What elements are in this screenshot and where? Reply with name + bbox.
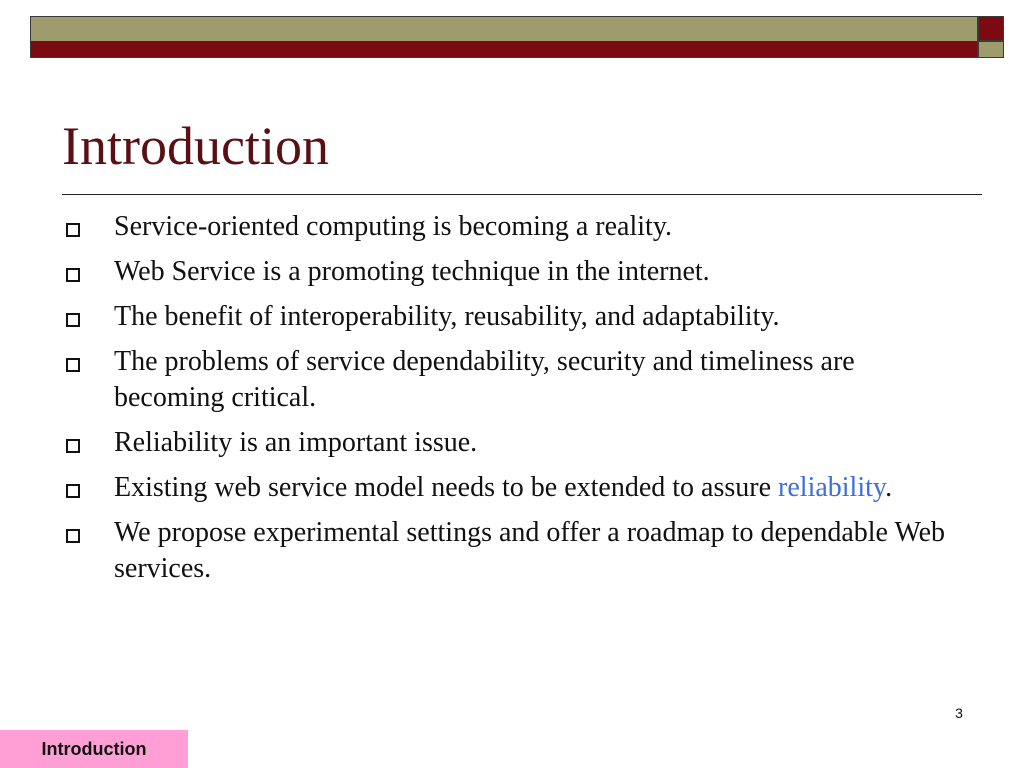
header-corner-square-maroon (978, 16, 1004, 41)
bullet-text: Service-oriented computing is becoming a reality. (114, 211, 673, 242)
header-band-olive (31, 17, 977, 41)
bullet-text: The benefit of interoperability, reusability, and adaptability. (114, 301, 780, 332)
hollow-square-bullet-icon (66, 439, 80, 453)
bullet-text: Web Service is a promoting technique in the internet. (114, 256, 710, 287)
slide-title: Introduction (62, 116, 329, 176)
bullet-item (64, 470, 964, 506)
title-divider (62, 194, 982, 195)
bullet-item (64, 344, 964, 416)
header-band-maroon (31, 41, 977, 57)
page-number: 3 (955, 705, 963, 721)
hollow-square-bullet-icon (66, 484, 80, 498)
hollow-square-bullet-icon (66, 529, 80, 543)
bullet-item (64, 515, 964, 587)
bullet-item (64, 209, 964, 245)
bullet-text: Reliability is an important issue. (114, 427, 478, 458)
bullet-item (64, 425, 964, 461)
bullet-text: Existing web service model needs to be extended to assure (114, 472, 779, 503)
bullet-item (64, 254, 964, 290)
bullet-text-end: . (885, 472, 893, 503)
reliability-link[interactable]: reliability (778, 472, 886, 503)
hollow-square-bullet-icon (66, 223, 80, 237)
bullet-text: The problems of service dependability, security and timeliness are becoming critical. (114, 346, 855, 413)
bullet-item (64, 299, 964, 335)
bullet-text: We propose experimental settings and offer a roadmap to dependable Web services. (114, 517, 946, 584)
footer-section-tab[interactable]: Introduction (0, 730, 188, 768)
header-corner-square-olive (978, 41, 1004, 58)
hollow-square-bullet-icon (66, 268, 80, 282)
hollow-square-bullet-icon (66, 313, 80, 327)
bullet-list (64, 209, 964, 596)
hollow-square-bullet-icon (66, 358, 80, 372)
